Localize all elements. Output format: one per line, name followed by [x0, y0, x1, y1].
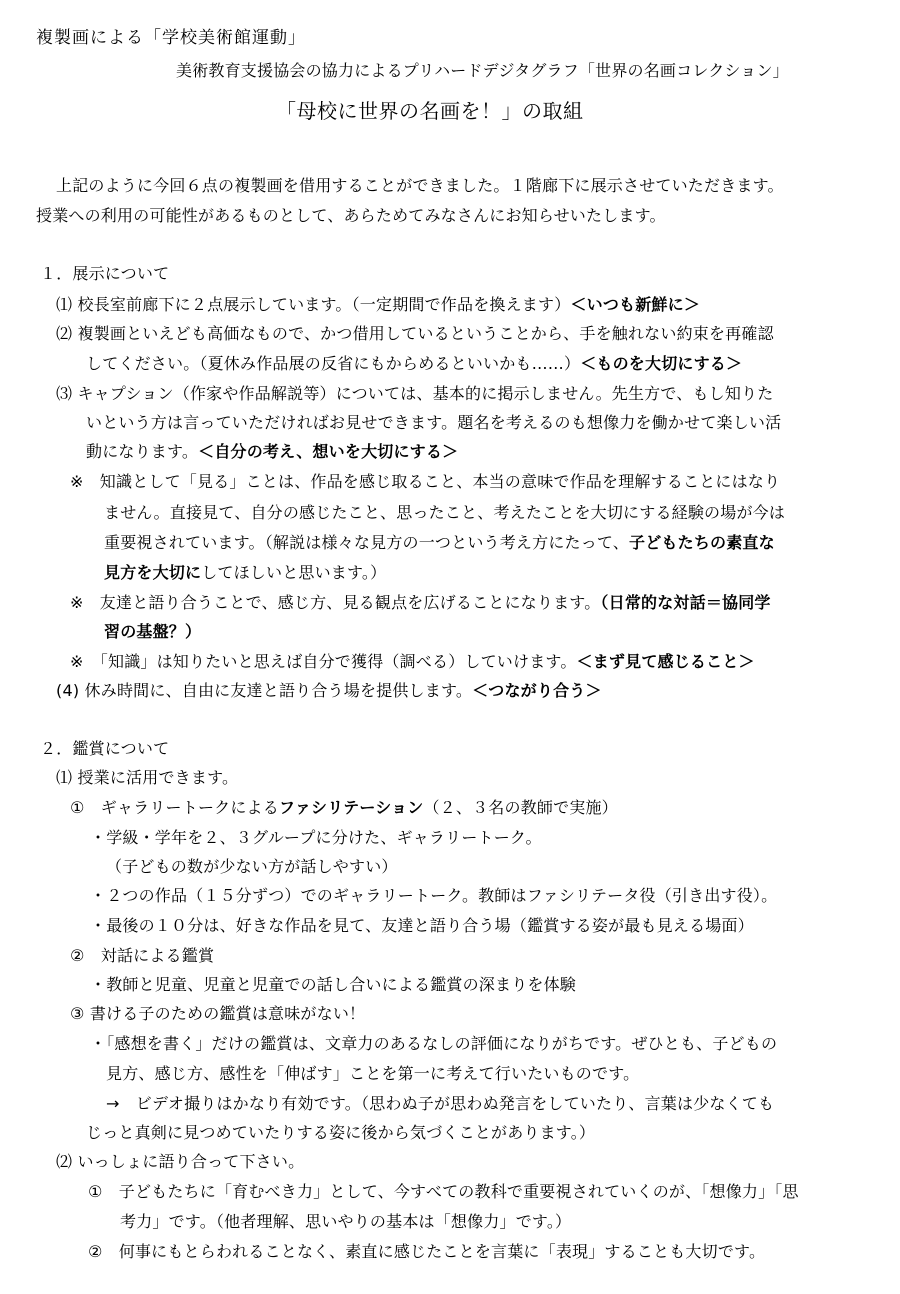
- section2-c2-heading: ② 対話による鑑賞: [70, 946, 215, 965]
- section2-c1-heading: [70, 798, 618, 818]
- section1-note1-emphasis: 子どもたちの素直な: [629, 533, 775, 552]
- section1-item4: [56, 681, 602, 701]
- section1-note1-line4: [104, 563, 386, 583]
- section1-heading: １．展示について: [40, 264, 170, 283]
- section2-c3-heading: ③ 書ける子のための鑑賞は意味がない！: [70, 1004, 366, 1023]
- header-line-2: 美術教育支援協会の協力によるプリハードデジタグラフ「世界の名画コレクション」: [176, 61, 789, 80]
- section2-c1-emphasis: ファシリテーション: [278, 798, 424, 817]
- section1-item2-emphasis: ＜ものを大切にする＞: [580, 354, 743, 373]
- section1-item1-text: ⑴ 校長室前廊下に２点展示しています。（一定期間で作品を換えます）: [56, 295, 571, 314]
- section2-c1-text-b: （２、３名の教師で実施）: [423, 798, 618, 817]
- intro-line-2: 授業への利用の可能性があるものとして、あらためてみなさんにお知らせいたします。: [36, 206, 666, 225]
- section2-c2-bullet1: ・教師と児童、児童と児童での話し合いによる鑑賞の深まりを体験: [90, 975, 577, 994]
- section1-item3-line1: ⑶ キャプション（作家や作品解説等）については、基本的に掲示しません。先生方で、もし知りた: [56, 384, 774, 403]
- section1-item3-line3: [86, 442, 458, 462]
- section2-sub2-c1-line2: 考力」です。（他者理解、思いやりの基本は「想像力」です。）: [120, 1212, 572, 1231]
- section2-c3-arrow-line2: じっと真剣に見つめていたりする姿に後から気づくことがあります。）: [86, 1123, 596, 1142]
- section1-note2-line1: [70, 593, 771, 613]
- section2-sub2-c2: ② 何事にもとらわれることなく、素直に感じたことを言葉に「表現」することも大切です。: [88, 1242, 766, 1261]
- section1-note2-text: ※ 友達と語り合うことで、感じ方、見る観点を広げることになります。: [70, 593, 601, 612]
- section1-item2-line1: ⑵ 複製画といえども高価なもので、かつ借用しているということから、手を触れない約束を再確認: [56, 324, 774, 343]
- section1-item4-emphasis: ＜つながり合う＞: [472, 681, 602, 700]
- section1-item4-text: (4) 休み時間に、自由に友達と語り合う場を提供します。: [56, 681, 473, 700]
- section1-note1-emphasis-2: 見方を大切に: [104, 563, 202, 582]
- section1-item3-text: 動になります。: [86, 442, 199, 461]
- section2-c1-text-a: ① ギャラリートークによる: [70, 798, 279, 817]
- section1-note2-line2: 習の基盤？）: [104, 622, 202, 641]
- section2-c1-bullet1-note: （子どもの数が少ない方が話しやすい）: [106, 857, 398, 876]
- section1-item3-line2: いという方は言っていただければお見せできます。題名を考えるのも想像力を働かせて楽しい活: [86, 413, 782, 432]
- section1-item1: [56, 295, 700, 315]
- section2-c3-bullet1-line2: 見方、感じ方、感性を「伸ばす」ことを第一に考えて行いたいものです。: [106, 1064, 640, 1083]
- section1-note3-emphasis: ＜まず見て感じること＞: [576, 652, 755, 671]
- section1-note2-emphasis: （日常的な対話＝協同学: [600, 593, 771, 612]
- section1-note3: [70, 652, 755, 672]
- section1-note1-text-2: してほしいと思います。）: [201, 563, 387, 582]
- section2-c1-bullet3: ・最後の１０分は、好きな作品を見て、友達と語り合う場（鑑賞する姿が最も見える場面）: [90, 916, 754, 935]
- section2-c3-arrow-line1: → ビデオ撮りはかなり有効です。（思わぬ子が思わぬ発言をしていたり、言葉は少なくても: [106, 1094, 775, 1113]
- section2-sub2-c1-line1: ① 子どもたちに「育むべき力」として、今すべての教科で重要視されていくのが、「想像力」「思: [88, 1182, 799, 1201]
- section2-sub2-label: ⑵ いっしょに語り合って下さい。: [56, 1152, 305, 1171]
- section1-note3-text: ※ 「知識」は知りたいと思えば自分で獲得（調べる）していけます。: [70, 652, 577, 671]
- intro-line-1: 上記のように今回６点の複製画を借用することができました。１階廊下に展示させていただきます。: [56, 176, 784, 195]
- section1-item2-line2: [86, 354, 742, 374]
- section2-c1-bullet2: ・２つの作品（１５分ずつ）でのギャラリートーク。教師はファシリテータ役（引き出す役）。: [90, 886, 778, 905]
- page-title: 「母校に世界の名画を！」の取組: [276, 99, 584, 123]
- section1-item3-emphasis: ＜自分の考え、想いを大切にする＞: [198, 442, 459, 461]
- header-line-1: 複製画による「学校美術館運動」: [36, 28, 306, 48]
- section1-note1-line1: ※ 知識として「見る」ことは、作品を感じ取ること、本当の意味で作品を理解することにはなり: [70, 472, 781, 491]
- section2-sub1-label: ⑴ 授業に活用できます。: [56, 768, 239, 787]
- section1-note1-line2: ません。直接見て、自分の感じたこと、思ったこと、考えたことを大切にする経験の場が今は: [104, 503, 786, 522]
- section2-c1-bullet1: ・学級・学年を２、３グループに分けた、ギャラリートーク。: [90, 828, 542, 847]
- section2-c3-bullet1-line1: ・「感想を書く」だけの鑑賞は、文章力のあるなしの評価になりがちです。ぜひとも、子どもの: [90, 1034, 778, 1053]
- section1-item2-text: してください。（夏休み作品展の反省にもからめるといいかも……）: [86, 354, 581, 373]
- section1-item1-emphasis: ＜いつも新鮮に＞: [570, 295, 701, 314]
- section1-note1-text: 重要視されています。（解説は様々な見方の一つという考え方にたって、: [104, 533, 630, 552]
- section1-note1-line3: [104, 533, 775, 553]
- section2-heading: ２．鑑賞について: [40, 739, 170, 758]
